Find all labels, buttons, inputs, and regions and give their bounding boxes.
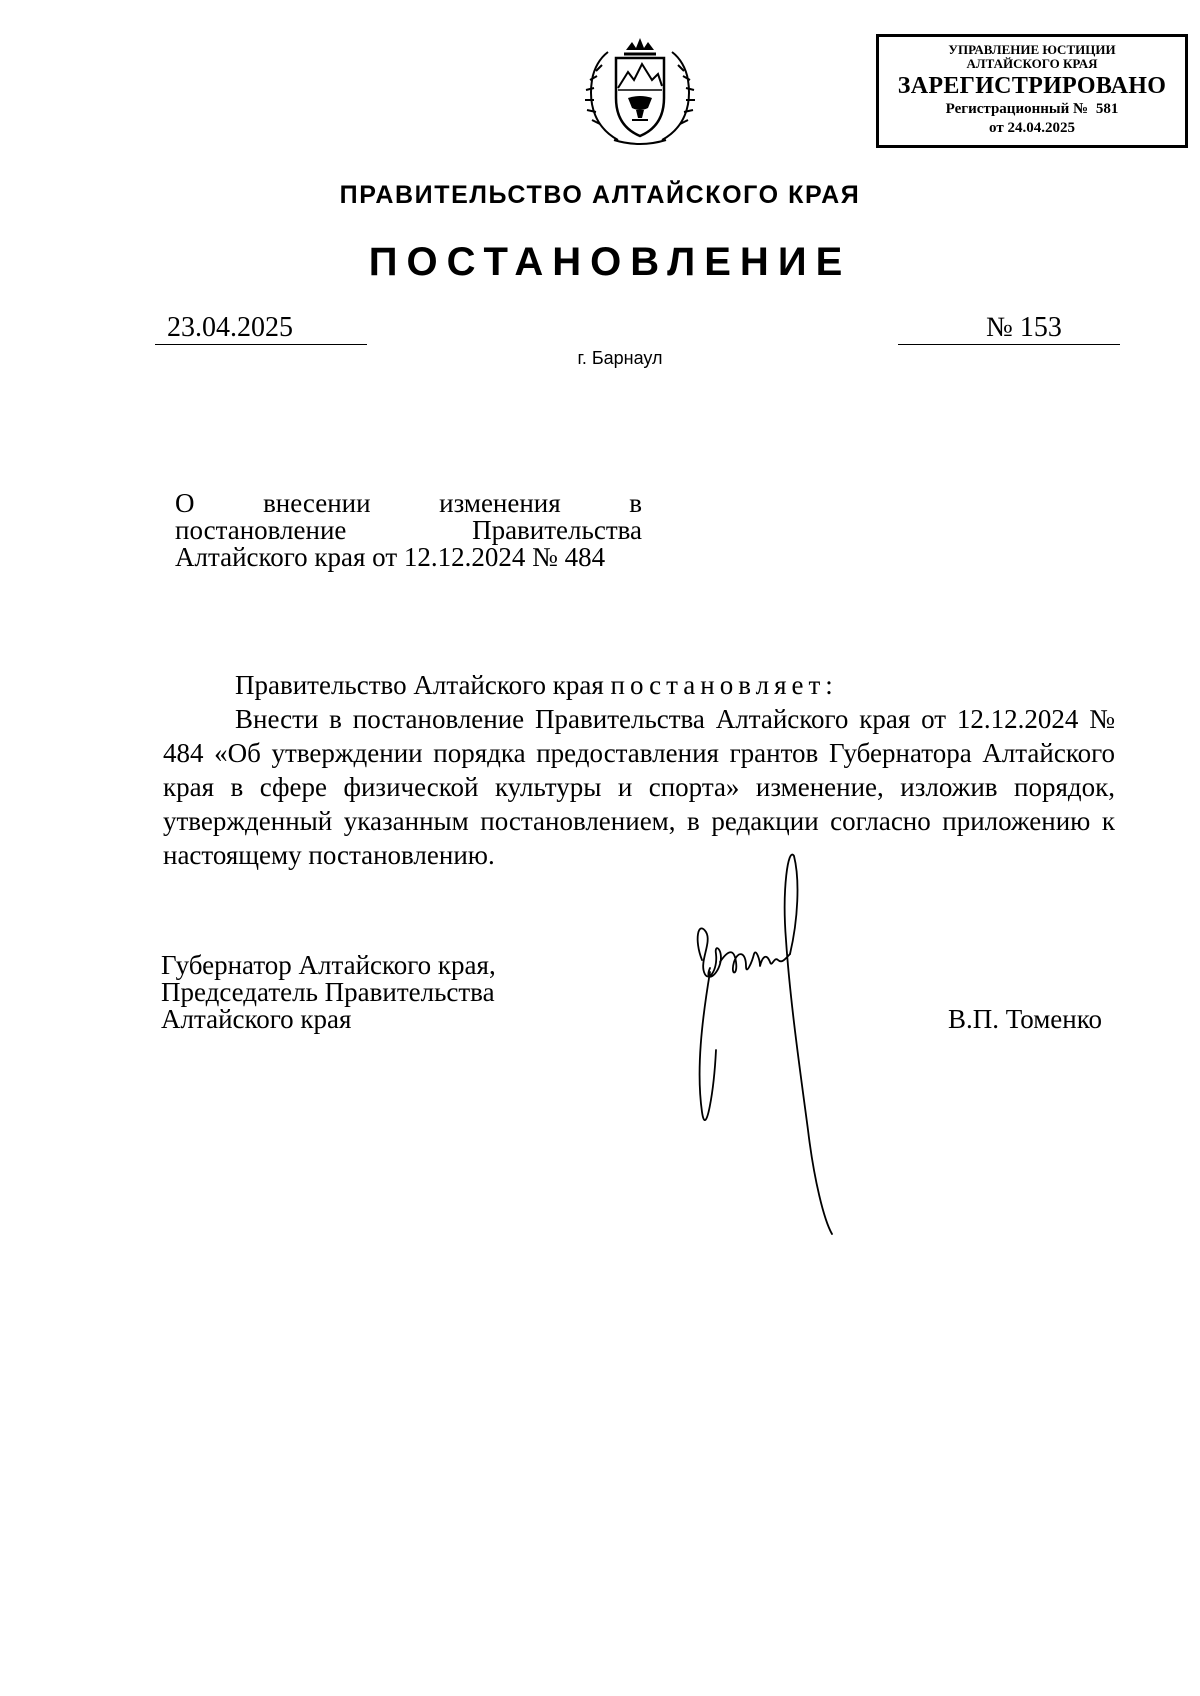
- stamp-date-value: 24.04.2025: [1007, 120, 1075, 137]
- subject-word: внесении: [263, 488, 371, 518]
- subject-line-2: [175, 517, 642, 544]
- stamp-organization-line2: АЛТАЙСКОГО КРАЯ: [966, 55, 1098, 71]
- stamp-organization: [879, 43, 1185, 70]
- registration-stamp: [876, 34, 1188, 148]
- signatory-position: [161, 952, 496, 1033]
- signatory-position-line3: Алтайского края: [161, 1004, 352, 1034]
- document-date: 23.04.2025: [155, 312, 367, 345]
- stamp-registration-label: Регистрационный №: [945, 101, 1089, 118]
- stamp-registration-value: 581: [1095, 101, 1119, 118]
- stamp-date-label: от: [989, 120, 1004, 137]
- stamp-date: [879, 121, 1185, 137]
- document-city: г. Барнаул: [577, 348, 663, 368]
- subject-word: О: [175, 488, 195, 518]
- stamp-registration-number: [879, 102, 1185, 118]
- subject-line-1: [175, 490, 642, 517]
- preamble-text: Правительство Алтайского края: [235, 670, 604, 700]
- document-subject: [175, 490, 642, 571]
- issuer-title: ПРАВИТЕЛЬСТВО АЛТАЙСКОГО КРАЯ: [339, 181, 861, 209]
- document-body: [163, 668, 1115, 872]
- subject-word: изменения: [439, 488, 561, 518]
- subject-word: постановление: [175, 515, 347, 545]
- signatory-name: В.П. Томенко: [948, 1004, 1102, 1034]
- document-type: ПОСТАНОВЛЕНИЕ: [368, 240, 852, 284]
- signatory-position-line1: Губернатор Алтайского края,: [161, 950, 496, 980]
- preamble-keyword: постановляет:: [610, 670, 838, 700]
- subject-line-3: [175, 544, 642, 571]
- signatory-position-line2: Председатель Правительства: [161, 977, 495, 1007]
- subject-line-3-text: Алтайского края от 12.12.2024 № 484: [175, 542, 606, 572]
- preamble-paragraph: [163, 668, 1115, 702]
- handwritten-signature: [690, 850, 860, 1240]
- document-number: № 153: [898, 312, 1120, 345]
- coat-of-arms-icon: [578, 28, 702, 152]
- subject-word: Правительства: [472, 515, 642, 545]
- stamp-status: ЗАРЕГИСТРИРОВАНО: [897, 73, 1167, 100]
- stamp-organization-line1: УПРАВЛЕНИЕ ЮСТИЦИИ: [948, 42, 1116, 57]
- resolution-paragraph: Внести в постановление Правительства Алтайского края от 12.12.2024 № 484 «Об утверждении порядка предоставления грантов Губернатора Алтайского края в сфере физической культуры и спорта» изменение, изложив порядок, утвержденный указанным постановлением, в редакции согласно приложению к настоящему постановлению.: [163, 704, 1115, 870]
- subject-word: в: [629, 488, 642, 518]
